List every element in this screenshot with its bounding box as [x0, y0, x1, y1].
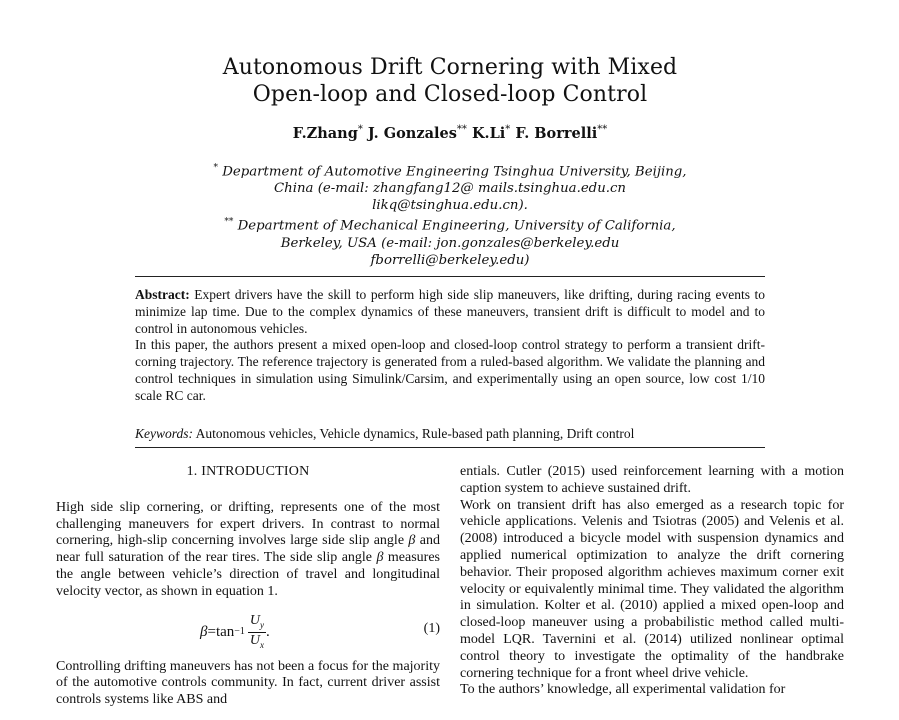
abstract-paragraph-2: In this paper, the authors present a mixed open-loop and closed-loop control strategy to perform a transient drift-corning trajectory. The reference trajectory is generated from a ruled-based algorithm. We validate the planning and control techniques in simulation using Simulink/Carsim, and experimentally using an open source, low cost 1/10 scale RC car.	[135, 337, 765, 403]
author-mark: **	[456, 124, 467, 135]
author-list	[130, 124, 770, 142]
author-mark: *	[357, 124, 363, 135]
affiliation-2-line-3: fborrelli@berkeley.edu)	[370, 252, 530, 268]
author-name: F.Zhang	[292, 124, 358, 142]
beta-symbol: β	[376, 550, 384, 566]
affiliation-1-line-2: China (e-mail: zhangfang12@ mails.tsinghua.edu.cn	[274, 181, 626, 197]
abstract-paragraph-1: Abstract: Expert drivers have the skill to perform high side slip maneuvers, like drifting, during racing events to minimize lap time. Due to the complex dynamics of these maneuvers, transient drift is difficult to model and to control in autonomous vehicles.	[135, 287, 766, 336]
affiliation-1-line-3: likq@tsinghua.edu.cn).	[372, 198, 528, 214]
affiliation-2-line-2: Berkeley, USA (e-mail: jon.gonzales@berkeley.edu	[280, 235, 620, 251]
keywords-bottom-rule	[135, 447, 765, 448]
equation-body: β = tan −1 $\frac{U_y}{U_x}$ .	[200, 613, 270, 654]
keywords	[135, 426, 765, 442]
author-mark: *	[505, 124, 511, 135]
author-name: F. Borrelli	[515, 124, 598, 142]
right-paragraph-1: entials. Cutler (2015) used reinforcement learning with a motion caption system to achieve sustained drift.	[460, 464, 844, 496]
right-paragraph-3: To the authors’ knowledge, all experimental validation for	[460, 682, 786, 698]
abstract-top-rule	[135, 276, 765, 277]
right-paragraph-2: Work on transient drift has also emerged as a research topic for vehicle applications. Velenis and Tsiotras (2005) and Velenis et al. (2008) introduced a bicycle model with suspension dynamics and applied numerical optimization to analyze the drift cornering behavior. Their proposed algorithm achieves maximum corner exit velocity or equivalently minimal time. They validated the algorithm in simulation. Kolter et al. (2010) applied a mixed open-loop and closed-loop maneuver using a probabilistic method called multi-model LQR. Tavernini et al. (2014) utilized nonlinear optimal control theory to investigate the optimality of the handbrake cornering technique for a front wheel drive vehicle.	[460, 497, 844, 681]
affiliations	[180, 160, 720, 269]
equation-fraction: $\frac{U_y}{U_x}$	[249, 612, 265, 651]
affiliation-mark: *	[213, 163, 218, 173]
author-name: J. Gonzales	[367, 124, 457, 142]
paper-title	[130, 54, 770, 108]
left-column	[56, 464, 440, 709]
abstract	[135, 287, 765, 405]
equation-number: (1)	[423, 620, 440, 636]
title-line-2: Open-loop and Closed-loop Control	[252, 82, 648, 107]
beta-symbol: β	[408, 533, 416, 549]
affiliation-2-line-1: ** Department of Mechanical Engineering, University of California,	[224, 217, 676, 234]
intro-paragraph-2: Controlling drifting maneuvers has not been a focus for the majority of the automotive controls community. In fact, current driver assist controls systems like ABS and	[56, 658, 440, 708]
affiliation-mark: **	[224, 217, 234, 228]
keywords-label: Keywords:	[135, 426, 193, 441]
section-heading-introduction: 1. INTRODUCTION	[186, 464, 310, 479]
right-column	[460, 464, 844, 699]
affiliation-1-line-1: * Department of Automotive Engineering Tsinghua University, Beijing,	[213, 163, 687, 180]
equation-1	[56, 607, 440, 651]
author-mark: **	[597, 124, 608, 135]
abstract-label: Abstract:	[135, 287, 190, 302]
author-name: K.Li	[471, 124, 506, 142]
keywords-text: Autonomous vehicles, Vehicle dynamics, Rule-based path planning, Drift control	[195, 426, 635, 441]
intro-paragraph-1: High side slip cornering, or drifting, represents one of the most challenging maneuvers for expert drivers. In contrast to normal cornering, high-slip concerning involves large side slip angle β and near full saturation of the rear tires. The side slip angle β measures the angle between vehicle’s direction of travel and longitudinal velocity vector, as shown in equation 1.	[56, 499, 440, 599]
title-line-1: Autonomous Drift Cornering with Mixed	[222, 55, 678, 80]
